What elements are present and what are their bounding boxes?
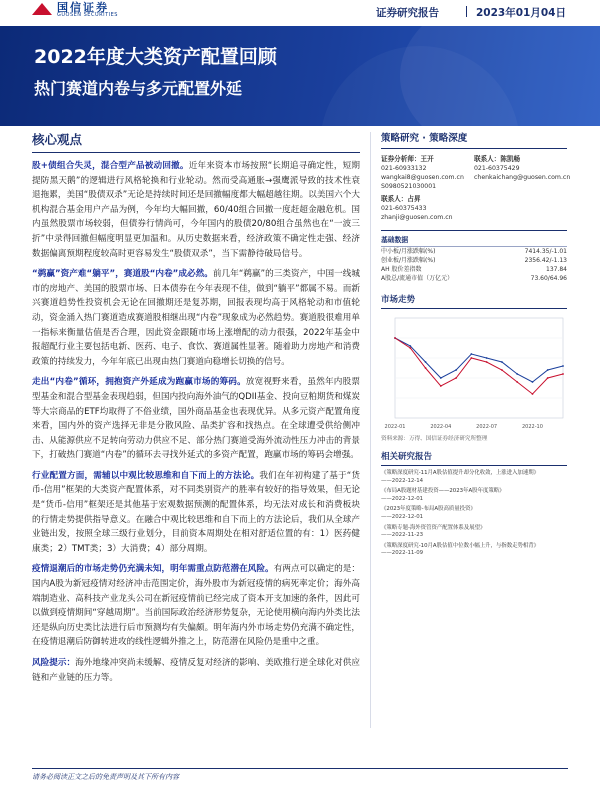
paragraph-lead: “鹈赢”资产难“躺平”，赛道股“内卷”成必然。 [32,269,213,280]
chart-point [532,393,534,395]
sidebar [381,130,571,561]
chart-point [547,377,549,379]
contact-name: 联系人：陈凯畅 [474,155,521,163]
chart-point [440,385,442,387]
paragraph-text: 近年来资本市场按照“长期追寻确定性，短期提防黑天鹅”的逻辑进行风格轮换和行业轮动。然而受高通胀→强鹰派导致的技术性衰退拖累，美国“股债双杀”无论是持续时间还是回撤幅度都大幅超越往期。以美国六个大机构混合基金用户产品为例，今年均大幅回撤，60/40组合回撤一度赶超金融危机。国内虽然股票市场较弱，但债券行情尚可，今年国内的股债20/80组合虽然也在“一波三折”中录得回撤但幅度明显更加温和。从历史数据来看，经济政策不确定性走强、经济数据偏离预期程度较高时更容易发生“股债双杀”，当下需静待破局信号。 [32,161,361,259]
related-report-title: 《策略专题-海外资管资产配置体系及展望》 [381,524,486,531]
header-divider [466,6,467,17]
analyst-cert: S0980521030001 [381,183,437,190]
market-data-heading: 基础数据 [381,231,567,247]
related-report-item[interactable] [381,488,567,503]
related-report-title: 《布局A股题材基建投资——2023年A股年度策略》 [381,488,505,495]
analyst-phone: 021-60933132 [381,165,427,172]
chart-point [501,361,503,363]
row-label: AH 股价差指数 [381,266,422,273]
contact-email[interactable]: zhanji@guosen.com.cn [381,214,453,221]
chart-frame [395,318,563,418]
market-data-table [381,230,567,283]
chart-point [394,337,396,339]
related-report-title: 《策略深度研究-10月A股估值中位数小幅上升，与指数走势相背》 [381,542,540,549]
x-tick-label: 2022-10 [522,424,543,430]
row-label: 中小板/月涨跌幅(%) [381,248,436,255]
chart-point [455,377,457,379]
chart-point [440,377,442,379]
chart-point [562,373,564,375]
paragraph-text: 我们在年初构建了基于“货币-信用”框架的大类资产配置体系，对不同类别资产的胜率有较好的指导效果，但无论是“货币-信用”框架还是其他基于宏观数据预测的配置体系，均无法对成长和消费板块的行情走势提供指导意义。在融合中观比较思维和自下而上的方法论后，我们从全球产业链出发，按照全球三级行业划分，目前资本周期处在相对舒适位置的有：1）医药健康类；2）TMT类；3）大消费；4）部分周期。 [32,470,360,554]
core-views-heading: 核心观点 [32,132,83,147]
related-reports-heading: 相关研究报告 [381,452,433,462]
paragraph [32,469,360,557]
chart-point [532,381,534,383]
paragraph [32,375,360,463]
row-label: 创业板/月涨跌幅(%) [381,257,436,264]
company-logo [32,2,118,18]
footer-disclaimer: 请务必阅读正文之后的免责声明及其下所有内容 [32,773,179,781]
analyst-email[interactable]: wangkai8@guosen.com.cn [381,174,464,181]
chart-point [486,357,488,359]
logo-en: GUOSEN SECURITIES [57,12,118,18]
paragraph-text: 海外地缘冲突尚未缓解、疫情反复对经济的影响、美欧推行逆全球化对供应链和产业链的压力等。 [32,658,360,683]
chart-point [501,369,503,371]
paragraph [32,159,360,261]
related-report-item[interactable] [381,506,567,521]
column-divider [370,132,371,728]
top-bar [0,0,600,26]
related-report-date: ——2022-11-09 [381,550,424,557]
paragraph-lead: 行业配置方面，需辅以中观比较思维和自下而上的方法论。 [32,470,260,481]
chart-point [470,353,472,355]
chart-point [409,347,411,349]
related-report-item[interactable] [381,543,567,558]
row-label: A股总/流通市值（万亿元） [381,275,454,282]
paragraph-lead: 疫情退潮后的市场走势仍充满未知，明年需重点防范潜在风险。 [32,564,274,575]
footer-divider [32,768,568,769]
paragraph-text: 有两点可以确定的是：国内A股为新冠疫情对经济冲击范围定价，海外股市为新冠疫情的病死率定价；海外高端制造业、高科技产业龙头公司在新冠疫情前已经完成了资本开支加速的条件，因此可以做到疫情期间“穿越周期”。当前国际政治经济形势复杂，无论使用横向海内外类比法还是纵向历史类比法进行后市预测均有失偏颇。明年海内外市场走势仍充满不确定性，在疫情退潮后防御转进攻的线性逻辑外推之上，防范潜在风险仍是重中之重。 [32,564,360,648]
contact-name: 联系人：占昇 [381,195,421,203]
logo-mark-icon [32,3,52,17]
risk-paragraph [32,656,360,685]
market-trend-heading: 市场走势 [381,295,416,305]
chart-point [547,369,549,371]
contact-phone: 021-60375433 [381,205,427,212]
analyst-name: 证券分析师：王开 [381,155,434,163]
chart-point [425,361,427,363]
chart-source: 资料来源：万得、国信证券经济研究所整理 [381,436,488,442]
title-banner [0,26,600,126]
report-title: 2022年度大类资产配置回顾 [34,46,277,68]
related-report-date: ——2022-12-14 [381,477,424,484]
table-row [381,256,567,265]
contact-phone: 021-60375429 [474,165,520,172]
paragraph [32,562,360,650]
chart-series-line-1 [395,338,563,394]
report-subtitle: 热门赛道内卷与多元配置外延 [34,79,243,98]
chart-point [486,361,488,363]
paragraph-text: 放宽视野来看，虽然年内股票型基金和混合型基金表现趋弱，但国内投向海外油气的QDII基金、投向豆粕期货和煤炭等大宗商品的ETF均取得了不俗业绩，国外商品基金也表现优异。从多元资产配置角度来看，国内外的资产选择无非是分散风险、品类扩容和找热点。在全球遭受供给侧冲击、从能源供应不足转向劳动力供应不足、部分热门赛道受海外流动性压力冲击的背景下，打破热门赛道“内卷”的循环去寻找外延式的多资产配置，跑赢市场的筹码会增强。 [32,377,360,461]
chart-point [409,345,411,347]
chart-svg [381,312,567,432]
chart-point [455,369,457,371]
chart-point [562,365,564,367]
related-report-title: 《策略深度研究-11月A股估值提升却分化收敛，上涨进入加速期》 [381,470,540,476]
chart-point [470,357,472,359]
core-views-section [32,130,360,691]
row-value: 2356.42/-1.13 [524,257,567,264]
chart-point [516,381,518,383]
row-value: 73.60/64.96 [530,275,567,282]
x-tick-label: 2022-04 [430,424,452,430]
market-trend-chart [381,312,567,432]
related-report-date: ——2022-12-01 [381,495,424,502]
row-value: 7414.35/-1.01 [524,248,567,255]
chart-point [516,373,518,375]
paragraph-lead: 股+债组合失灵，混合型产品被动回撤。 [32,161,189,171]
report-date: 2023年01月04日 [476,7,566,19]
table-row [381,274,567,283]
related-report-date: ——2022-11-23 [381,532,424,539]
paragraph-text: 前几年“鹈赢”的三类资产，中国一线城市的房地产、美国的股票市场、日本债券在今年表现不佳，做到“躺平”都属不易。而新兴赛道趋势性投资机会无论在回撤期还是复苏期，回报表现均高于风格轮动和市值轮动，资金涌入热门赛道造成赛道股相继出现“内卷”现象成为必然趋势。赛道股很难用单一指标来衡量估值是否合理，因此资金跟随市场上涨增配的动力很强，2022年基金中报超配行业主要包括电新、医药、电子、食饮、赛道属性显著。随着助力房地产和消费政策的持续发力，今年年底已出现由热门赛道向稳增长切换的信号。 [32,269,361,367]
related-report-title: 《2023年度策略-布局A股高质量投资》 [381,506,476,513]
table-row [381,265,567,274]
row-value: 137.84 [546,266,567,273]
table-row [381,247,567,256]
paragraph-lead: 走出“内卷”循环，拥抱资产外延成为跑赢市场的筹码。 [32,377,246,388]
related-report-item[interactable] [381,525,567,540]
related-report-item[interactable] [381,470,567,485]
chart-point [425,367,427,369]
related-report-date: ——2022-12-01 [381,513,424,520]
paragraph [32,267,360,369]
logo-cn: 国信证券 [57,1,109,14]
sidebar-heading: 策略研究 · 策略深度 [381,133,468,144]
contact-email[interactable]: chenkaichang@guosen.com.cn [474,174,571,181]
report-type: 证券研究报告 [376,7,439,19]
x-tick-label: 2022-01 [384,424,406,430]
x-tick-label: 2022-07 [476,424,498,430]
paragraph-lead: 风险提示： [32,658,76,668]
analyst-info [381,155,571,222]
